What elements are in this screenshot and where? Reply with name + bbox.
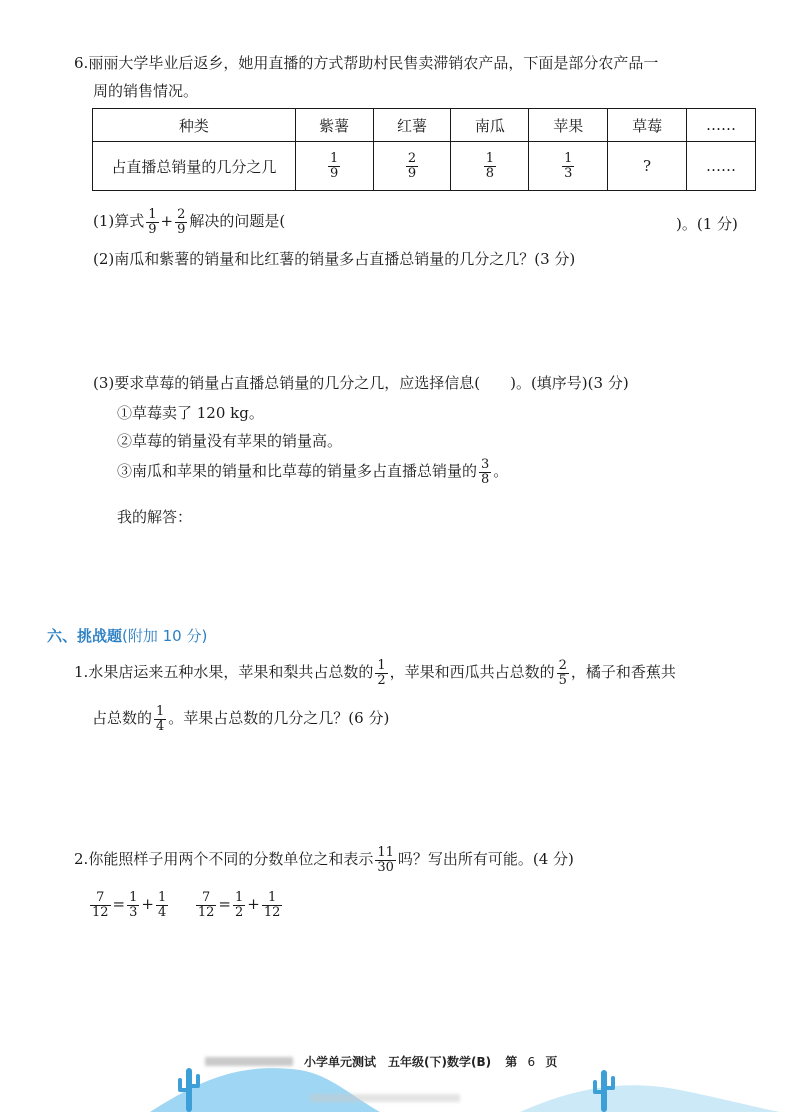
fraction: $\frac{3}{8}$ bbox=[481, 456, 490, 487]
fraction: $\frac{11}{30}$ bbox=[377, 844, 394, 875]
table-cell bbox=[451, 142, 529, 191]
part1-middle: 解决的问题是( bbox=[189, 212, 286, 230]
fraction: $\frac{1}{4}$ bbox=[156, 703, 165, 734]
fraction: $\frac{1}{3}$ bbox=[564, 150, 573, 181]
table-header-row bbox=[93, 109, 756, 142]
page-prefix: 第 bbox=[505, 1055, 518, 1069]
fraction: $\frac{2}{9}$ bbox=[177, 206, 186, 237]
footer-title: 小学单元测试 五年级(下)数学(B) bbox=[304, 1055, 492, 1069]
q6-intro-text1: 丽丽大学毕业后返乡，她用直播的方式帮助村民售卖滞销农产品，下面是部分农产品一 bbox=[88, 54, 659, 72]
fraction: $\frac{1}{9}$ bbox=[329, 150, 339, 181]
table-category: 草莓 bbox=[608, 109, 687, 142]
challenge1-line2: 占总数的 $\frac{1}{4}$ 。苹果占总数的几分之几？(6 分) bbox=[92, 703, 390, 734]
page-suffix: 页 bbox=[545, 1055, 558, 1069]
challenge2-question: 2.你能照样子用两个不同的分数单位之和表示 $\frac{11}{30}$ 吗？写出所有可能。(4 分) bbox=[74, 844, 574, 875]
table-cell-unknown: ? bbox=[608, 142, 687, 191]
fraction: $\frac{2}{9}$ bbox=[407, 150, 417, 181]
blurred-publisher bbox=[205, 1057, 293, 1066]
example-equations: $\frac{7}{12}$ = $\frac{1}{3}$ + $\frac{1}{4}$ $\frac{7}{12}$ = $\frac{1}{2}$ + $\frac{1}{12}$ bbox=[92, 889, 281, 920]
fraction: $\frac{7}{12}$ bbox=[92, 889, 109, 920]
table-cell bbox=[529, 142, 608, 191]
q6-number: 6. bbox=[74, 54, 89, 72]
table-cell bbox=[295, 142, 373, 191]
sales-table bbox=[92, 108, 756, 191]
table-category: 南瓜 bbox=[451, 109, 529, 142]
section-title: 六、挑战题(附加 10 分) bbox=[47, 627, 208, 645]
challenge1-line1: 1.水果店运来五种水果，苹果和梨共占总数的 $\frac{1}{2}$ ，苹果和西瓜共占总数的 $\frac{2}{5}$ ，橘子和香蕉共 bbox=[74, 657, 676, 688]
q6-part3-question: (3)要求草莓的销量占直播总销量的几分之几，应选择信息( )。(填序号)(3 分) bbox=[93, 374, 629, 392]
answer-label: 我的解答： bbox=[117, 508, 193, 526]
part1-prefix: (1)算式 bbox=[93, 212, 145, 230]
fraction: $\frac{1}{3}$ bbox=[129, 889, 138, 920]
q6-info3: ③南瓜和苹果的销量和比草莓的销量多占直播总销量的 $\frac{3}{8}$ 。 bbox=[117, 456, 509, 487]
table-category: 红薯 bbox=[373, 109, 451, 142]
table-row-label: 占直播总销量的几分之几 bbox=[93, 142, 296, 191]
fraction: $\frac{1}{8}$ bbox=[485, 150, 494, 181]
q6-intro-line2: 周的销售情况。 bbox=[93, 82, 199, 100]
table-value-row bbox=[93, 142, 756, 191]
q6-info2: ②草莓的销量没有苹果的销量高。 bbox=[117, 432, 343, 450]
q6-info1: ①草莓卖了 120 kg。 bbox=[117, 404, 264, 422]
fraction: $\frac{1}{9}$ bbox=[148, 206, 157, 237]
table-cell bbox=[373, 142, 451, 191]
blurred-watermark bbox=[310, 1094, 460, 1102]
table-category: 苹果 bbox=[529, 109, 608, 142]
fraction: $\frac{1}{2}$ bbox=[377, 657, 386, 688]
fraction: $\frac{7}{12}$ bbox=[197, 889, 215, 920]
table-category: …… bbox=[687, 109, 756, 142]
mountain-right bbox=[520, 1085, 780, 1112]
footer bbox=[304, 1053, 557, 1070]
q6-part1 bbox=[93, 206, 285, 236]
part1-suffix: )。(1 分) bbox=[676, 215, 738, 233]
fraction: $\frac{2}{5}$ bbox=[558, 657, 567, 688]
table-category: 紫薯 bbox=[295, 109, 373, 142]
q6-part2: (2)南瓜和紫薯的销量和比红薯的销量多占直播总销量的几分之几？(3 分) bbox=[93, 250, 576, 268]
plus-sign: + bbox=[160, 212, 174, 230]
page-number: 6 bbox=[527, 1055, 536, 1069]
table-header-label: 种类 bbox=[93, 109, 296, 142]
q6-intro-line1 bbox=[74, 52, 658, 73]
fraction: $\frac{1}{4}$ bbox=[157, 889, 167, 920]
fraction: $\frac{1}{12}$ bbox=[263, 889, 281, 920]
table-cell-ellipsis: …… bbox=[687, 142, 756, 191]
fraction: $\frac{1}{2}$ bbox=[234, 889, 244, 920]
